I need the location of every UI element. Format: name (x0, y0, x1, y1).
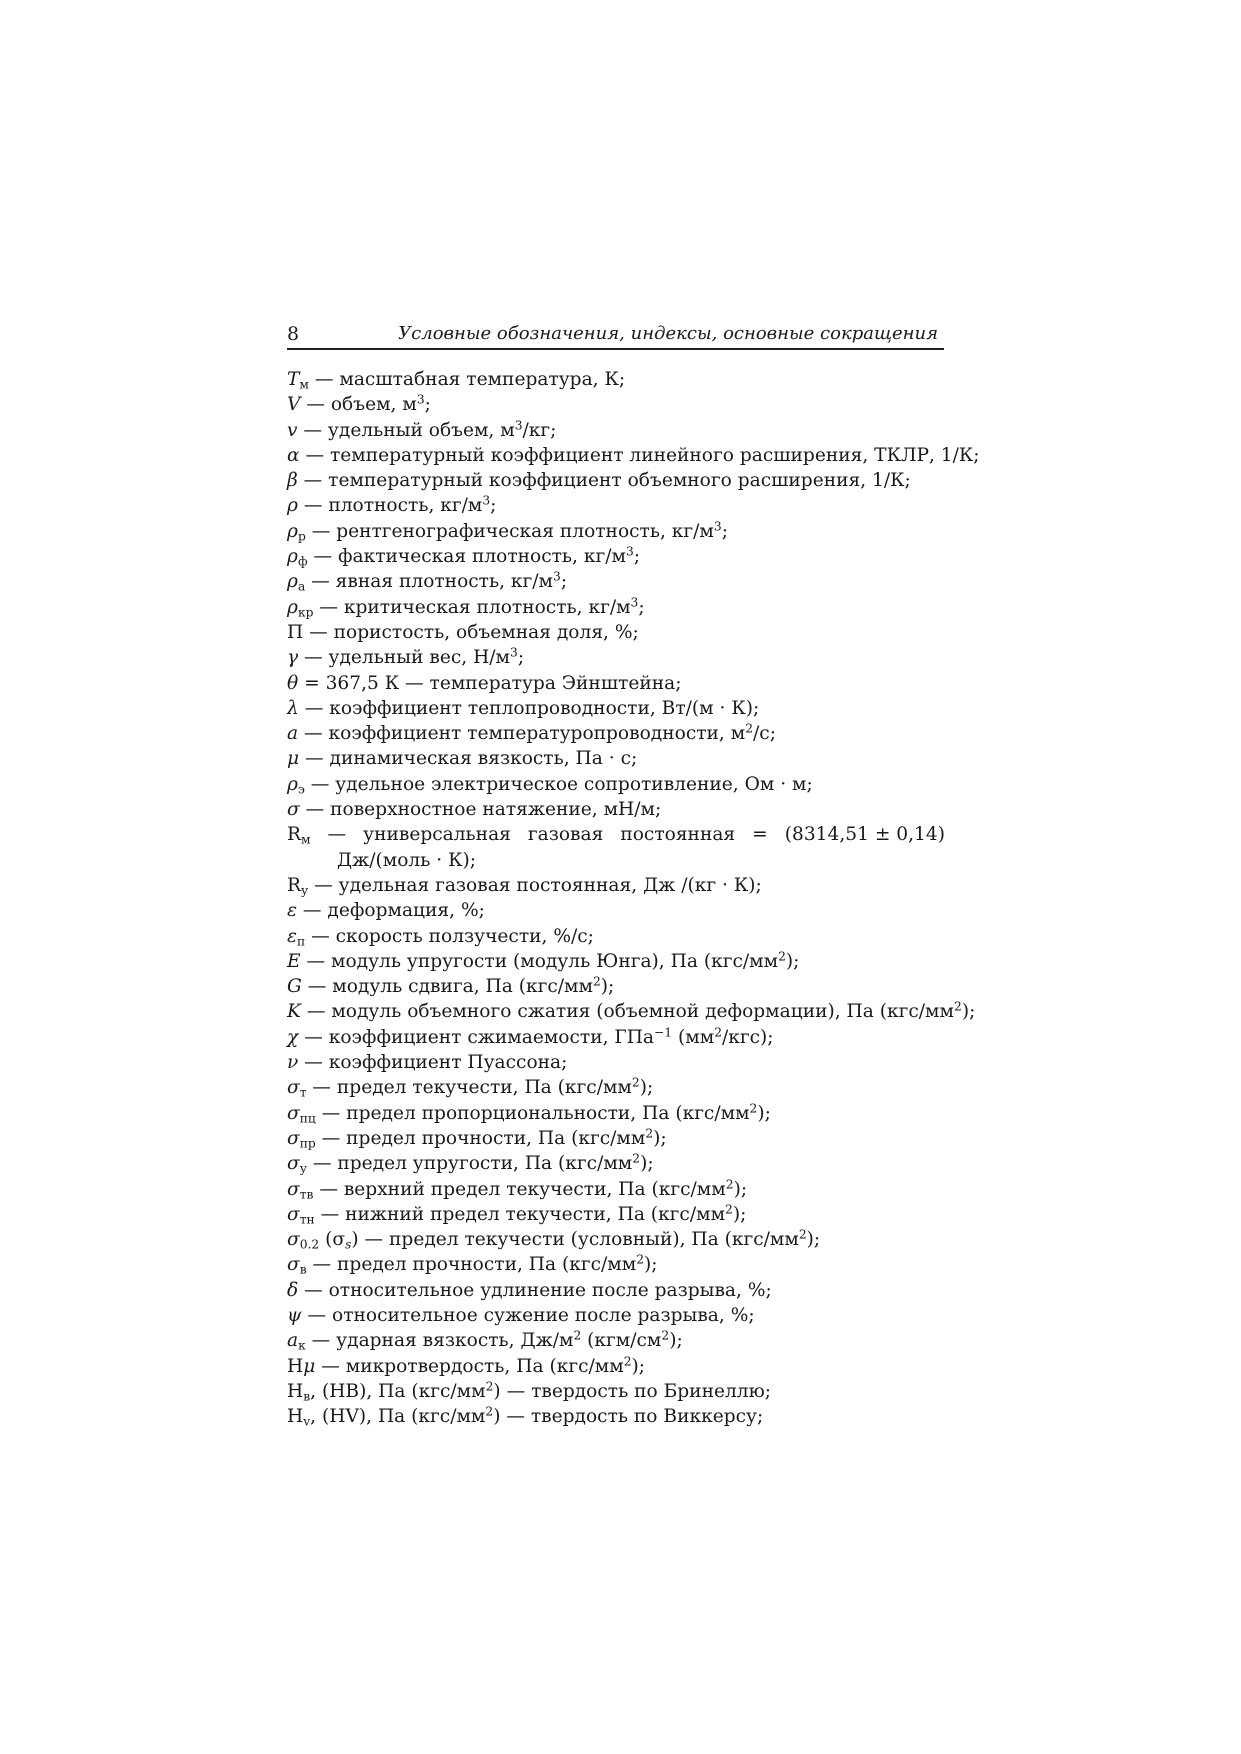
symbol: ρ (287, 495, 298, 517)
entry-text: — коэффициент температуропроводности, м (298, 723, 746, 745)
unit-exponent: 2 (745, 721, 754, 736)
justified-line (287, 822, 945, 847)
entry-text: — удельная газовая постоянная, Дж /(кг · К); (308, 874, 762, 896)
entry-text-tail: ) — твердость по Виккерсу; (493, 1406, 764, 1428)
entry-word: постоянная (620, 824, 736, 846)
unit-exponent: 2 (631, 1075, 640, 1090)
entry-text: — относительное удлинение после разрыва, %; (298, 1279, 772, 1301)
inline-subscript: s (345, 1237, 352, 1252)
entry-text: — относительное сужение после разрыва, %; (301, 1304, 755, 1326)
symbol-entry (287, 1252, 945, 1277)
entry-text-tail: ); (600, 976, 615, 998)
symbol-entry (287, 1328, 945, 1353)
entry-text-tail: ); (653, 1127, 667, 1149)
symbol-entry (287, 1177, 945, 1202)
symbol: $\rho_а$ (287, 571, 306, 595)
symbol: δ (287, 1279, 299, 1301)
symbol: $H_в$ (287, 1380, 311, 1404)
unit-exponent: 2 (592, 974, 601, 989)
unit-exponent: 3 (510, 645, 518, 660)
unit-exponent: 3 (514, 417, 523, 432)
entry-text: — коэффициент теплопроводности, Вт/(м · К); (298, 697, 760, 719)
entry-text-tail: ); (640, 1153, 654, 1175)
entry-text-tail: ); (733, 1178, 748, 1200)
symbol-entry (287, 620, 945, 645)
symbol-subscript: к (298, 1338, 306, 1353)
symbol-entry (287, 746, 945, 771)
entry-text-tail: (кгм/см (581, 1330, 662, 1352)
entry-word: газовая (527, 824, 604, 846)
symbol-subscript: а (297, 580, 306, 595)
symbol: $R_м$ (287, 824, 311, 848)
unit-exponent: 3 (630, 594, 639, 609)
symbol: ν (287, 1052, 299, 1074)
symbol: σ (287, 799, 300, 821)
symbol: ε (287, 900, 297, 922)
symbol-entry (287, 797, 945, 822)
unit-exponent: 2 (725, 1176, 734, 1191)
symbol-letter: μ (303, 1355, 316, 1377)
entry-text-tail: ); (757, 1102, 771, 1124)
symbol: $T_м$ (287, 369, 309, 392)
symbol-entry (287, 671, 945, 696)
symbol-entry (287, 1075, 945, 1100)
symbol-subscript: т (299, 1085, 307, 1100)
entry-text: — динамическая вязкость, Па · с; (299, 748, 638, 770)
symbol-subscript: v (303, 1414, 311, 1429)
symbol-entry (287, 367, 945, 392)
symbol: v (287, 419, 298, 441)
entry-text: , (HV), Па (кгс/мм (310, 1406, 486, 1428)
entry-text: — модуль упругости (модуль Юнга), Па (кгс/мм (300, 950, 779, 972)
entry-text: = 367,5 К — температура Эйнштейна; (298, 672, 682, 694)
symbol: $\rho_р$ (287, 520, 306, 544)
symbol: $\sigma_{тн}$ (287, 1203, 315, 1227)
unit-exponent: 2 (573, 1328, 582, 1343)
entry-text-tail: ); (639, 1077, 654, 1099)
entry-text: — масштабная температура, К; (308, 369, 626, 390)
symbol: $\sigma_{0.2}$ (287, 1229, 320, 1252)
symbol-subscript: э (297, 782, 305, 797)
symbol-subscript: ф (297, 554, 308, 569)
symbol-entry (287, 1227, 945, 1252)
symbol-subscript: м (301, 833, 311, 848)
symbol-entry (287, 392, 945, 417)
entry-text-tail: ; (424, 394, 431, 416)
entry-text: — нижний предел текучести, Па (кгс/мм (314, 1203, 726, 1225)
page-number: 8 (287, 323, 300, 345)
symbol-entry (287, 1404, 945, 1429)
symbol-entry (287, 443, 980, 468)
unit-exponent: 2 (645, 1126, 654, 1141)
symbol-subscript: пц (299, 1111, 316, 1126)
symbol: V (287, 394, 301, 416)
entry-text: — скорость ползучести, %/с; (305, 925, 594, 947)
symbol-subscript: кр (297, 605, 314, 620)
entry-text: — предел прочности, Па (кгс/мм (315, 1127, 646, 1149)
symbol-subscript: 0.2 (299, 1237, 320, 1252)
symbol-entry (287, 1126, 945, 1151)
entry-continuation: Дж/(моль · К); (337, 849, 476, 871)
symbol-entry (287, 949, 945, 974)
symbol: Hμ (287, 1355, 316, 1377)
symbol-entry (287, 418, 945, 443)
entry-text-tail: ); (669, 1330, 683, 1352)
entry-text: , (HB), Па (кгс/мм (310, 1380, 486, 1402)
symbol-entry (287, 1101, 945, 1126)
entry-text: — фактическая плотность, кг/м (307, 546, 626, 568)
symbol: a (287, 723, 299, 745)
unit-exponent: 2 (623, 1353, 632, 1368)
entry-text: — деформация, %; (296, 900, 485, 922)
symbol-entry (287, 1379, 945, 1404)
unit-exponent: 2 (778, 949, 786, 964)
symbol: $R_у$ (287, 874, 309, 898)
symbol-entry (287, 595, 945, 620)
entry-text-tail: ); (785, 950, 800, 972)
unit-exponent: 3 (713, 519, 722, 534)
unit-exponent: 3 (482, 493, 491, 508)
entry-text: — модуль сдвига, Па (кгс/мм (301, 976, 593, 998)
entry-word: (8314,51 ± 0,14) (784, 824, 945, 846)
unit-exponent: 2 (485, 1379, 494, 1394)
entry-text: — удельный объем, м (297, 419, 515, 441)
unit-exponent: 2 (714, 1024, 723, 1039)
symbol-entry (287, 721, 945, 746)
page-header (287, 322, 944, 350)
entry-word: = (752, 824, 768, 846)
unit-exponent: 2 (485, 1404, 494, 1419)
symbol: χ (287, 1026, 299, 1048)
unit-exponent: 2 (661, 1328, 670, 1343)
unit-exponent: 3 (416, 392, 425, 407)
symbol: $\rho_э$ (287, 773, 305, 797)
entry-text: — микротвердость, Па (кгс/мм (315, 1355, 624, 1377)
symbol-entry (287, 898, 945, 923)
symbol-entry (287, 974, 945, 999)
symbol-entry (287, 1202, 945, 1227)
entry-text: — ударная вязкость, Дж/м (305, 1330, 574, 1352)
unit-exponent: 2 (725, 1202, 733, 1217)
symbol-subscript: пр (299, 1136, 316, 1151)
entry-text-tail: ; (490, 495, 497, 517)
entry-text: — верхний предел текучести, Па (кгс/мм (313, 1178, 726, 1200)
symbol: K (287, 1001, 301, 1023)
entry-text: — удельное электрическое сопротивление, Ом · м; (304, 773, 813, 795)
symbol-subscript: у (299, 1161, 307, 1176)
symbol-entry (287, 822, 945, 873)
entry-text-tail: (мм (672, 1026, 715, 1048)
unit-exponent: 2 (636, 1252, 645, 1267)
symbol-entry (287, 772, 945, 797)
symbol-entry (287, 1278, 945, 1303)
symbol: λ (287, 697, 299, 719)
symbol-subscript: в (299, 1263, 307, 1278)
symbol: $\sigma_т$ (287, 1077, 307, 1100)
symbol-entry (287, 924, 945, 949)
entry-text: — предел пропорциональности, Па (кгс/мм (315, 1102, 750, 1124)
entry-text: — предел прочности, Па (кгс/мм (306, 1254, 637, 1276)
entry-text-tail: ; (560, 571, 568, 593)
entry-text-tail: ); (631, 1355, 646, 1377)
symbol: $\rho_{кр}$ (287, 596, 314, 620)
symbol: $\sigma_{пр}$ (287, 1127, 316, 1151)
symbol-list (287, 367, 980, 1429)
entry-text: — удельный вес, Н/м (298, 647, 511, 669)
symbol-entry (287, 873, 945, 898)
symbol-subscript: п (296, 934, 306, 949)
entry-text-tail: /кг; (522, 419, 557, 441)
symbol: μ (287, 748, 300, 770)
symbol-entry (287, 519, 945, 544)
symbol: П (287, 621, 304, 643)
symbol: E (287, 950, 301, 972)
symbol-entry (287, 493, 945, 518)
entry-text: — поверхностное натяжение, мН/м; (299, 799, 662, 821)
symbol: β (287, 470, 298, 492)
entry-text-tail: ; (633, 546, 641, 568)
symbol: $\sigma_в$ (287, 1254, 307, 1278)
entry-text-tail: /с; (753, 723, 776, 745)
symbol: α (287, 444, 300, 466)
unit-exponent: 3 (553, 569, 561, 584)
entry-text: — предел текучести, Па (кгс/мм (306, 1077, 632, 1099)
entry-text-tail: ; (517, 647, 525, 669)
running-title: Условные обозначения, индексы, основные сокращения (398, 323, 938, 344)
symbol-entry (287, 1303, 945, 1328)
entry-text: — коэффициент сжимаемости, ГПа (298, 1026, 655, 1048)
entry-text: — пористость, объемная доля, %; (303, 621, 639, 643)
entry-text: — явная плотность, кг/м (305, 571, 554, 593)
symbol-entry (287, 645, 945, 670)
entry-text: — объем, м (300, 394, 417, 416)
entry-text-tail: ; (721, 520, 728, 542)
symbol: $a_к$ (287, 1330, 306, 1353)
symbol-subscript: в (303, 1389, 311, 1404)
entry-text-tail: /кгс); (722, 1026, 774, 1048)
symbol-subscript: р (297, 529, 306, 544)
entry-text-tail: ); (732, 1203, 747, 1225)
symbol-entry (287, 696, 945, 721)
entry-text: — коэффициент Пуассона; (298, 1052, 568, 1074)
symbol: G (287, 976, 302, 998)
symbol: $\sigma_{тв}$ (287, 1178, 314, 1202)
unit-exponent: 3 (625, 544, 634, 559)
symbol-entry (287, 999, 976, 1024)
symbol-entry (287, 1050, 945, 1075)
entry-text: — температурный коэффициент линейного расширения, ТКЛР, 1/К; (299, 444, 980, 466)
symbol: $\sigma_у$ (287, 1153, 307, 1176)
entry-word: — (327, 824, 347, 846)
entry-text-tail: ) — твердость по Бринеллю; (493, 1380, 772, 1402)
symbol-entry (287, 1151, 945, 1176)
symbol: ψ (287, 1304, 302, 1326)
symbol-subscript: тн (299, 1212, 315, 1227)
unit-exponent: −1 (654, 1024, 673, 1039)
symbol: $H_v$ (287, 1406, 311, 1429)
symbol-entry (287, 1025, 945, 1050)
unit-exponent: 2 (798, 1227, 807, 1242)
entry-text-tail: ) — предел текучести (условный), Па (кгс/мм (351, 1229, 799, 1251)
entry-text-tail: ); (961, 1001, 976, 1023)
entry-text: — температурный коэффициент объемного расширения, 1/К; (297, 470, 911, 492)
entry-text: — модуль объемного сжатия (объемной деформации), Па (кгс/мм (300, 1001, 954, 1023)
symbol: $\sigma_{пц}$ (287, 1102, 316, 1126)
entry-text: — критическая плотность, кг/м (313, 596, 631, 618)
entry-text: — плотность, кг/м (297, 495, 483, 517)
entry-text: — предел упругости, Па (кгс/мм (306, 1153, 633, 1175)
symbol: θ (287, 672, 299, 694)
entry-text: (σ (319, 1229, 346, 1251)
symbol-subscript: м (299, 377, 309, 392)
unit-exponent: 2 (954, 999, 962, 1014)
entry-text-tail: ); (644, 1254, 658, 1276)
entry-word: универсальная (363, 824, 511, 846)
symbol: $\varepsilon_п$ (287, 925, 306, 949)
symbol-entry (287, 569, 945, 594)
symbol-subscript: тв (299, 1187, 314, 1202)
unit-exponent: 2 (632, 1151, 641, 1166)
entry-text-tail: ); (806, 1229, 821, 1251)
entry-text: — рентгенографическая плотность, кг/м (305, 520, 714, 542)
symbol-entry (287, 468, 945, 493)
unit-exponent: 2 (749, 1100, 758, 1115)
symbol: $\rho_ф$ (287, 546, 308, 569)
entry-text-tail: ; (638, 596, 645, 618)
symbol: γ (287, 647, 299, 669)
symbol-entry (287, 1354, 945, 1379)
symbol-subscript: у (301, 883, 309, 898)
symbol-entry (287, 544, 945, 569)
